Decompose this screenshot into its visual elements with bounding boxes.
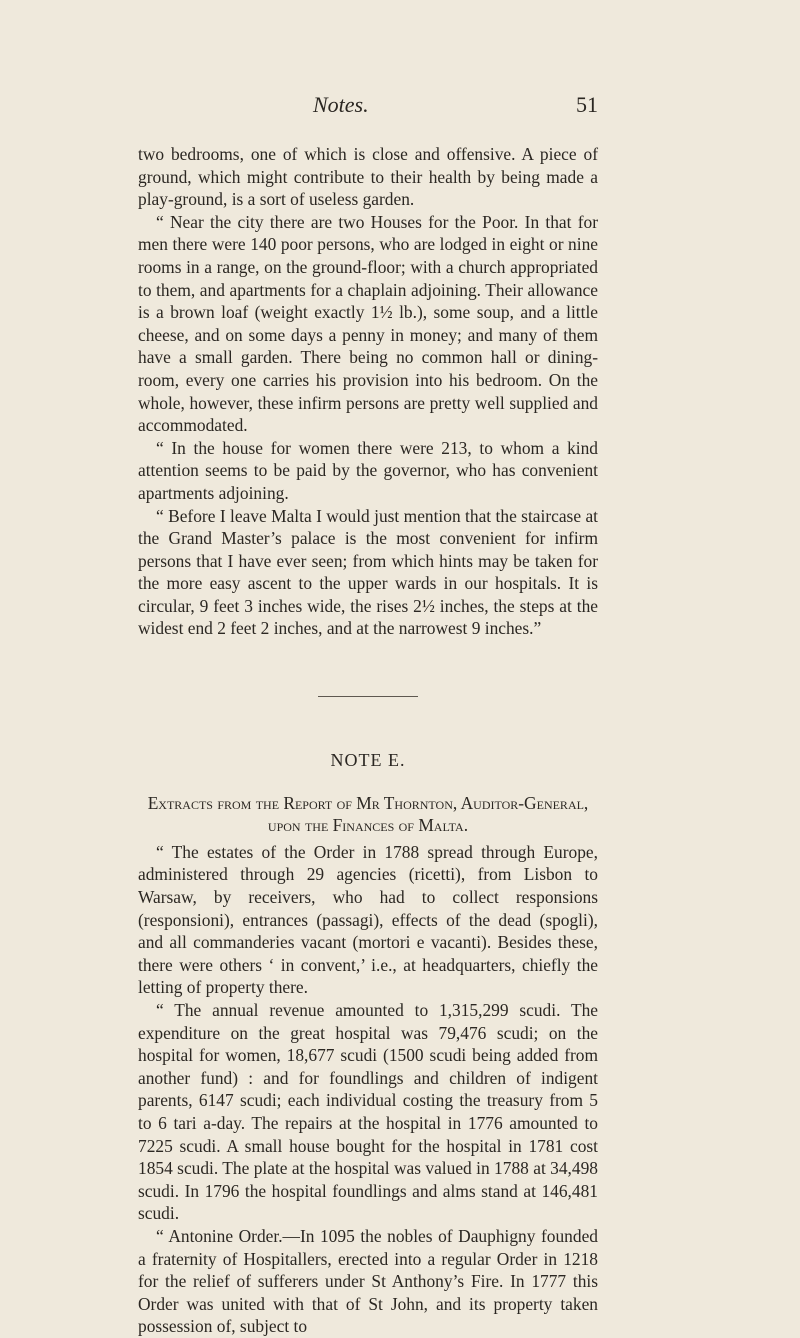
paragraph: two bedrooms, one of which is close and offensive. A piece of ground, which might contribute to their health by being made a play-ground, is a sort of useless garden. (138, 144, 598, 210)
note-title: NOTE E. (330, 750, 406, 771)
page-body (138, 143, 598, 1338)
running-title: Notes. (313, 92, 369, 117)
note-subtitle (138, 792, 598, 837)
paragraph: “ Antonine Order.—In 1095 the nobles of Dauphigny founded a fraternity of Hospitallers, erected into a regular Order in 1218 for the relief of sufferers under St Anthony’s Fire. In 1777 this Order was united with that of St John, and its property taken possession of, subject to (138, 1225, 598, 1337)
page-number: 51 (576, 92, 598, 117)
page-header (138, 92, 598, 122)
note-subtitle-line: upon the Finances of Malta. (267, 815, 469, 836)
paragraph: “ Before I leave Malta I would just mention that the staircase at the Grand Master’s palace is the most convenient for infirm persons that I have ever seen; from which hints may be taken for the more easy ascent to the upper wards in our hospitals. It is circular, 9 feet 3 inches wide, the rises 2½ inches, the steps at the widest end 2 feet 2 inches, and at the narrowest 9 inches.” (138, 505, 598, 639)
section-divider (318, 696, 418, 697)
paragraph: “ Near the city there are two Houses for the Poor. In that for men there were 140 poor persons, who are lodged in eight or nine rooms in a range, on the ground-floor; with a church appropriated to them, and apartments for a chaplain adjoining. Their allowance is a brown loaf (weight exactly 1½ lb.), some soup, and a little cheese, and on some days a penny in money; and many of them have a small garden. There being no common hall or dining-room, every one carries his provision into his bedroom. On the whole, however, these infirm persons are pretty well supplied and accommodated. (138, 211, 598, 436)
paragraph: “ The estates of the Order in 1788 spread through Europe, administered through 29 agencies (ricetti), from Lisbon to Warsaw, by receivers, who had to collect responsions (responsioni), entrances (passagi), effects of the dead (spogli), and all commanderies vacant (mortori e vacanti). Besides these, there were others ‘ in convent,’ i.e., at headquarters, chiefly the letting of property there. (138, 841, 598, 998)
paragraph: “ The annual revenue amounted to 1,315,299 scudi. The expenditure on the great hospital was 79,476 scudi; on the hospital for women, 18,677 scudi (1500 scudi being added from another fund) : and for foundlings and children of indigent parents, 6147 scudi; each individual costing the treasury from 5 to 6 tari a-day. The repairs at the hospital in 1776 amounted to 7225 scudi. A small house bought for the hospital in 1781 cost 1854 scudi. The plate at the hospital was valued in 1788 at 34,498 scudi. In 1796 the hospital foundlings and alms stand at 146,481 scudi. (138, 1000, 598, 1224)
note-subtitle-line: Extracts from the Report of Mr Thornton, Auditor-General, (147, 792, 589, 813)
paragraph: “ In the house for women there were 213, to whom a kind attention seems to be paid by the governor, who has convenient apartments adjoining. (138, 437, 598, 503)
